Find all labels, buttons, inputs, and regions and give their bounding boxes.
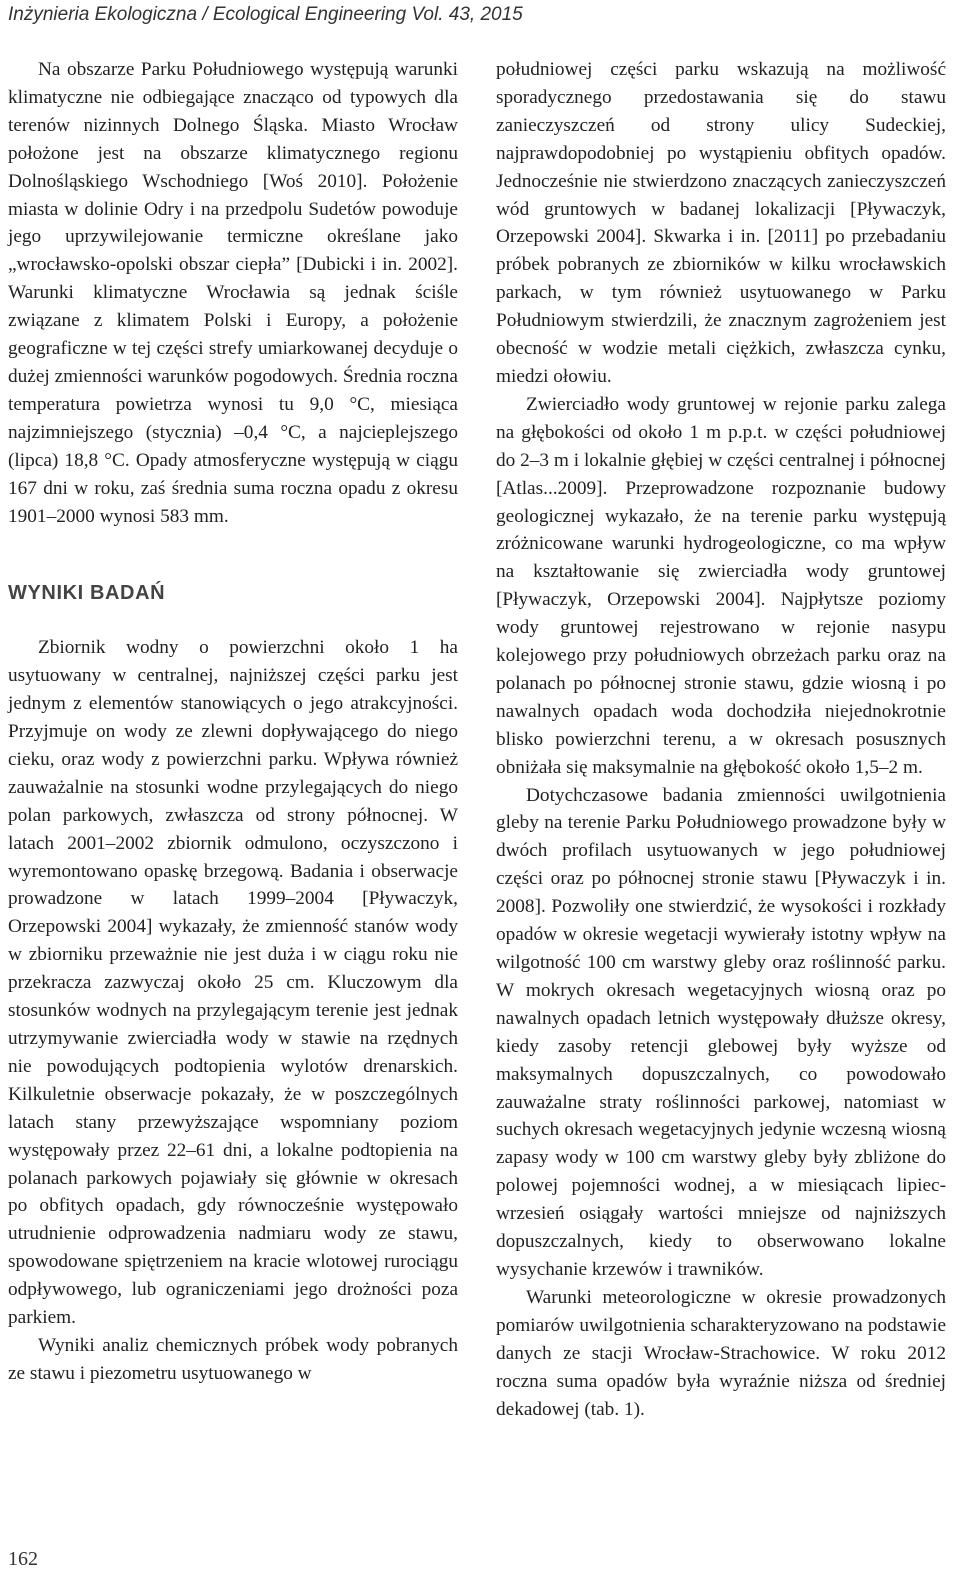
right-column	[496, 56, 946, 1423]
paragraph-chemical-analysis: Wyniki analiz chemicznych próbek wody pobranych ze stawu i piezometru usytuowanego w	[8, 1334, 458, 1384]
paragraph-meteorology: Warunki meteorologiczne w okresie prowadzonych pomiarów uwilgotnienia scharakteryzowano na podstawie danych ze stacji Wrocław-Strachowice. W roku 2012 roczna suma opadów była wyraźnie niższa od średniej dekadowej (tab. 1).	[496, 1286, 946, 1420]
paragraph-reservoir: Zbiornik wodny o powierzchni około 1 ha usytuowany w centralnej, najniższej części parku jest jednym z elementów stanowiących o jego atrakcyjności. Przyjmuje on wody ze zlewni dopływającego do niego cieku, oraz wody z powierzchni parku. Wpływa również zauważalnie na stosunki wodne przylegających do niego polan parkowych, zwłaszcza od strony północnej. W latach 2001–2002 zbiornik odmulono, oczyszczono i wyremontowano opaskę brzegową. Badania i obserwacje prowadzone w latach 1999–2004 [Pływaczyk, Orzepowski 2004] wykazały, że zmienność stanów wody w zbiorniku przeważnie nie jest duża i w ciągu roku nie przekracza zazwyczaj około 25 cm. Kluczowym dla stosunków wodnych na przylegającym terenie jest jednak utrzymywanie zwierciadła wody w stawie na rzędnych nie powodujących podtopienia wylotów drenarskich. Kilkuletnie obserwacje pokazały, że w poszczególnych latach stany przewyższające wspomniany poziom występowały przez 22–61 dni, a lokalne podtopienia na polanach parkowych pojawiały się głównie w okresach po obfitych opadach, gdy równocześnie występowało utrudnienie odprowadzenia nadmiaru wody ze stawu, spowodowane spiętrzeniem na kracie wlotowej rurociągu odpływowego, lub ograniczeniami jego drożności poza parkiem.	[8, 637, 458, 1329]
paragraph-continuation: południowej części parku wskazują na możliwość sporadycznego przedostawania się do stawu zanieczyszczeń od strony ulicy Sudeckiej, najprawdopodobniej po wystąpieniu obfitych opadów. Jednocześnie nie stwierdzono znaczących zanieczyszczeń wód gruntowych w badanej lokalizacji [Pływaczyk, Orzepowski 2004]. Skwarka i in. [2011] po przebadaniu próbek pobranych ze zbiorników w kilku wrocławskich parkach, w tym również usytuowanego w Parku Południowym stwierdzili, że znacznym zagrożeniem jest obecność w wodzie metali ciężkich, zwłaszcza cynku, miedzi ołowiu.	[496, 59, 946, 387]
page-number: 162	[8, 1548, 38, 1570]
paragraph-groundwater: Zwierciadło wody gruntowej w rejonie parku zalega na głębokości od około 1 m p.p.t. w części południowej do 2–3 m i lokalnie głębiej w części centralnej i północnej [Atlas...2009]. Przeprowadzone rozpoznanie budowy geologicznej wykazało, że na terenie parku występują zróżnicowane warunki hydrogeologiczne, co ma wpływ na kształtowanie się zwierciadła wody gruntowej [Pływaczyk, Orzepowski 2004]. Najpłytsze poziomy wody gruntowej rejestrowano w rejonie nasypu kolejowego przy południowych obrzeżach parku oraz na polanach po północnej stronie stawu, gdzie wiosną i po nawalnych opadach woda dochodziła niejednokrotnie blisko powierzchni terenu, a w okresach posusznych obniżała się maksymalnie na głębokość około 1,5–2 m.	[496, 393, 946, 778]
left-column	[8, 56, 458, 1388]
running-head: Inżynieria Ekologiczna / Ecological Engineering Vol. 43, 2015	[8, 4, 523, 25]
paragraph-climate: Na obszarze Parku Południowego występują warunki klimatyczne nie odbiegające znacząco od typowych dla terenów nizinnych Dolnego Śląska. Miasto Wrocław położone jest na obszarze klimatycznego regionu Dolnośląskiego Wschodniego [Woś 2010]. Położenie miasta w dolinie Odry i na przedpolu Sudetów powoduje jego uprzywilejowanie termiczne określane jako „wrocławsko-opolski obszar ciepła” [Dubicki i in. 2002]. Warunki klimatyczne Wrocławia są jednak ściśle związane z klimatem Polski i Europy, a położenie geograficzne w tej części strefy umiarkowanej decyduje o dużej zmienności warunków pogodowych. Średnia roczna temperatura powietrza wynosi tu 9,0 °C, miesiąca najzimniejszego (stycznia) –0,4 °C, a najcieplejszego (lipca) 18,8 °C. Opady atmosferyczne występują w ciągu 167 dni w roku, zaś średnia suma roczna opadu z okresu 1901–2000 wynosi 583 mm.	[8, 59, 458, 527]
paragraph-soil-moisture: Dotychczasowe badania zmienności uwilgotnienia gleby na terenie Parku Południowego prowadzone były w dwóch profilach usytuowanych w jego południowej części oraz po północnej stronie stawu [Pływaczyk i in. 2008]. Pozwoliły one stwierdzić, że wysokości i rozkłady opadów w okresie wegetacji wywierały istotny wpływ na wilgotność 100 cm warstwy gleby oraz roślinność parku. W mokrych okresach wegetacyjnych wiosną oraz po nawalnych opadach letnich występowały dłuższe okresy, kiedy zasoby retencji glebowej były wyższe od maksymalnych dopuszczalnych, co powodowało zauważalne straty roślinności parkowej, natomiast w suchych okresach wegetacyjnych jedynie wczesną wiosną zapasy wody w 100 cm warstwy gleby były zbliżone do polowej pojemności wodnej, a w miesiącach lipiec-wrzesień osiągały wartości mniejsze od najniższych dopuszczalnych, kiedy to obserwowano lokalne wysychanie krzewów i trawników.	[496, 784, 946, 1280]
section-heading: WYNIKI BADAŃ	[8, 582, 166, 605]
